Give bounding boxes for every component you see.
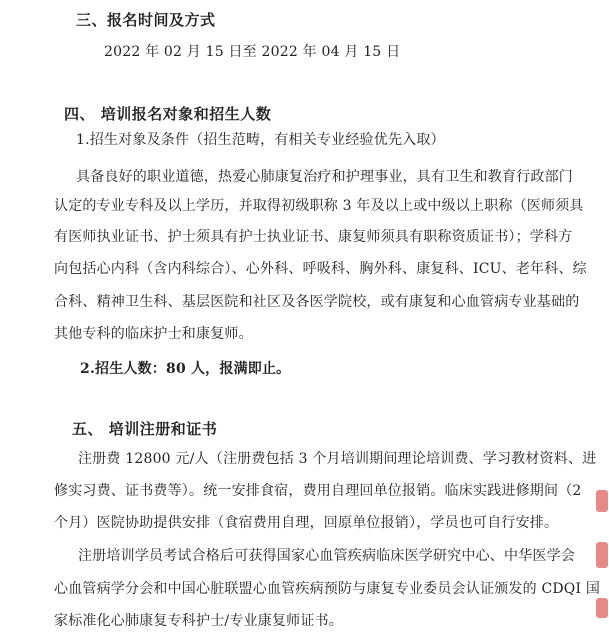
certificate-paragraph-line: 家标准化心肺康复专科护士/专业康复师证书。	[54, 613, 343, 629]
red-seal-stamp-edge	[594, 480, 609, 640]
section-4-heading: 四、 培训报名对象和招生人数	[64, 105, 272, 123]
seal-mark	[596, 490, 608, 512]
certificate-paragraph-line: 心血管病学分会和中国心脏联盟心血管疾病预防与康复专业委员会认证颁发的 CDQI 国	[54, 581, 601, 597]
enrollment-quota: 2.招生人数：80 人，报满即止。	[80, 361, 291, 377]
criteria-paragraph-line: 具备良好的职业道德，热爱心肺康复治疗和护理事业，具有卫生和教育行政部门	[76, 169, 573, 185]
certificate-paragraph-line: 注册培训学员考试合格后可获得国家心血管疾病临床医学研究中心、中华医学会	[78, 548, 575, 564]
seal-mark	[596, 598, 608, 618]
criteria-paragraph-line: 其他专科的临床护士和康复师。	[54, 326, 253, 342]
fee-paragraph-line: 个月）医院协助提供安排（食宿费用自理，回原单位报销），学员也可自行安排。	[54, 515, 559, 531]
fee-paragraph-line: 修实习费、证书费等）。统一安排食宿，费用自理回单位报销。临床实践进修期间（2	[54, 483, 582, 499]
criteria-paragraph-line: 向包括心内科（含内科综合）、心外科、呼吸科、胸外科、康复科、ICU、老年科、综	[54, 261, 587, 277]
seal-mark	[596, 542, 608, 568]
fee-paragraph-line: 注册费 12800 元/人（注册费包括 3 个月培训期间理论培训费、学习教材资料、进	[78, 451, 597, 467]
section-3-heading: 三、报名时间及方式	[76, 11, 216, 29]
section-5-heading: 五、 培训注册和证书	[72, 420, 218, 438]
registration-date-range: 2022 年 02 月 15 日至 2022 年 04 月 15 日	[104, 44, 401, 60]
enrollment-criteria-title: 1.招生对象及条件（招生范畴，有相关专业经验优先入取）	[76, 132, 445, 148]
criteria-paragraph-line: 认定的专业专科及以上学历，并取得初级职称 3 年及以上或中级以上职称（医师须具	[54, 198, 584, 214]
criteria-paragraph-line: 合科、精神卫生科、基层医院和社区及各医学院校，或有康复和心血管病专业基础的	[54, 294, 580, 310]
criteria-paragraph-line: 有医师执业证书、护士须具有护士执业证书、康复师须具有职称资质证书）；学科方	[54, 229, 573, 245]
